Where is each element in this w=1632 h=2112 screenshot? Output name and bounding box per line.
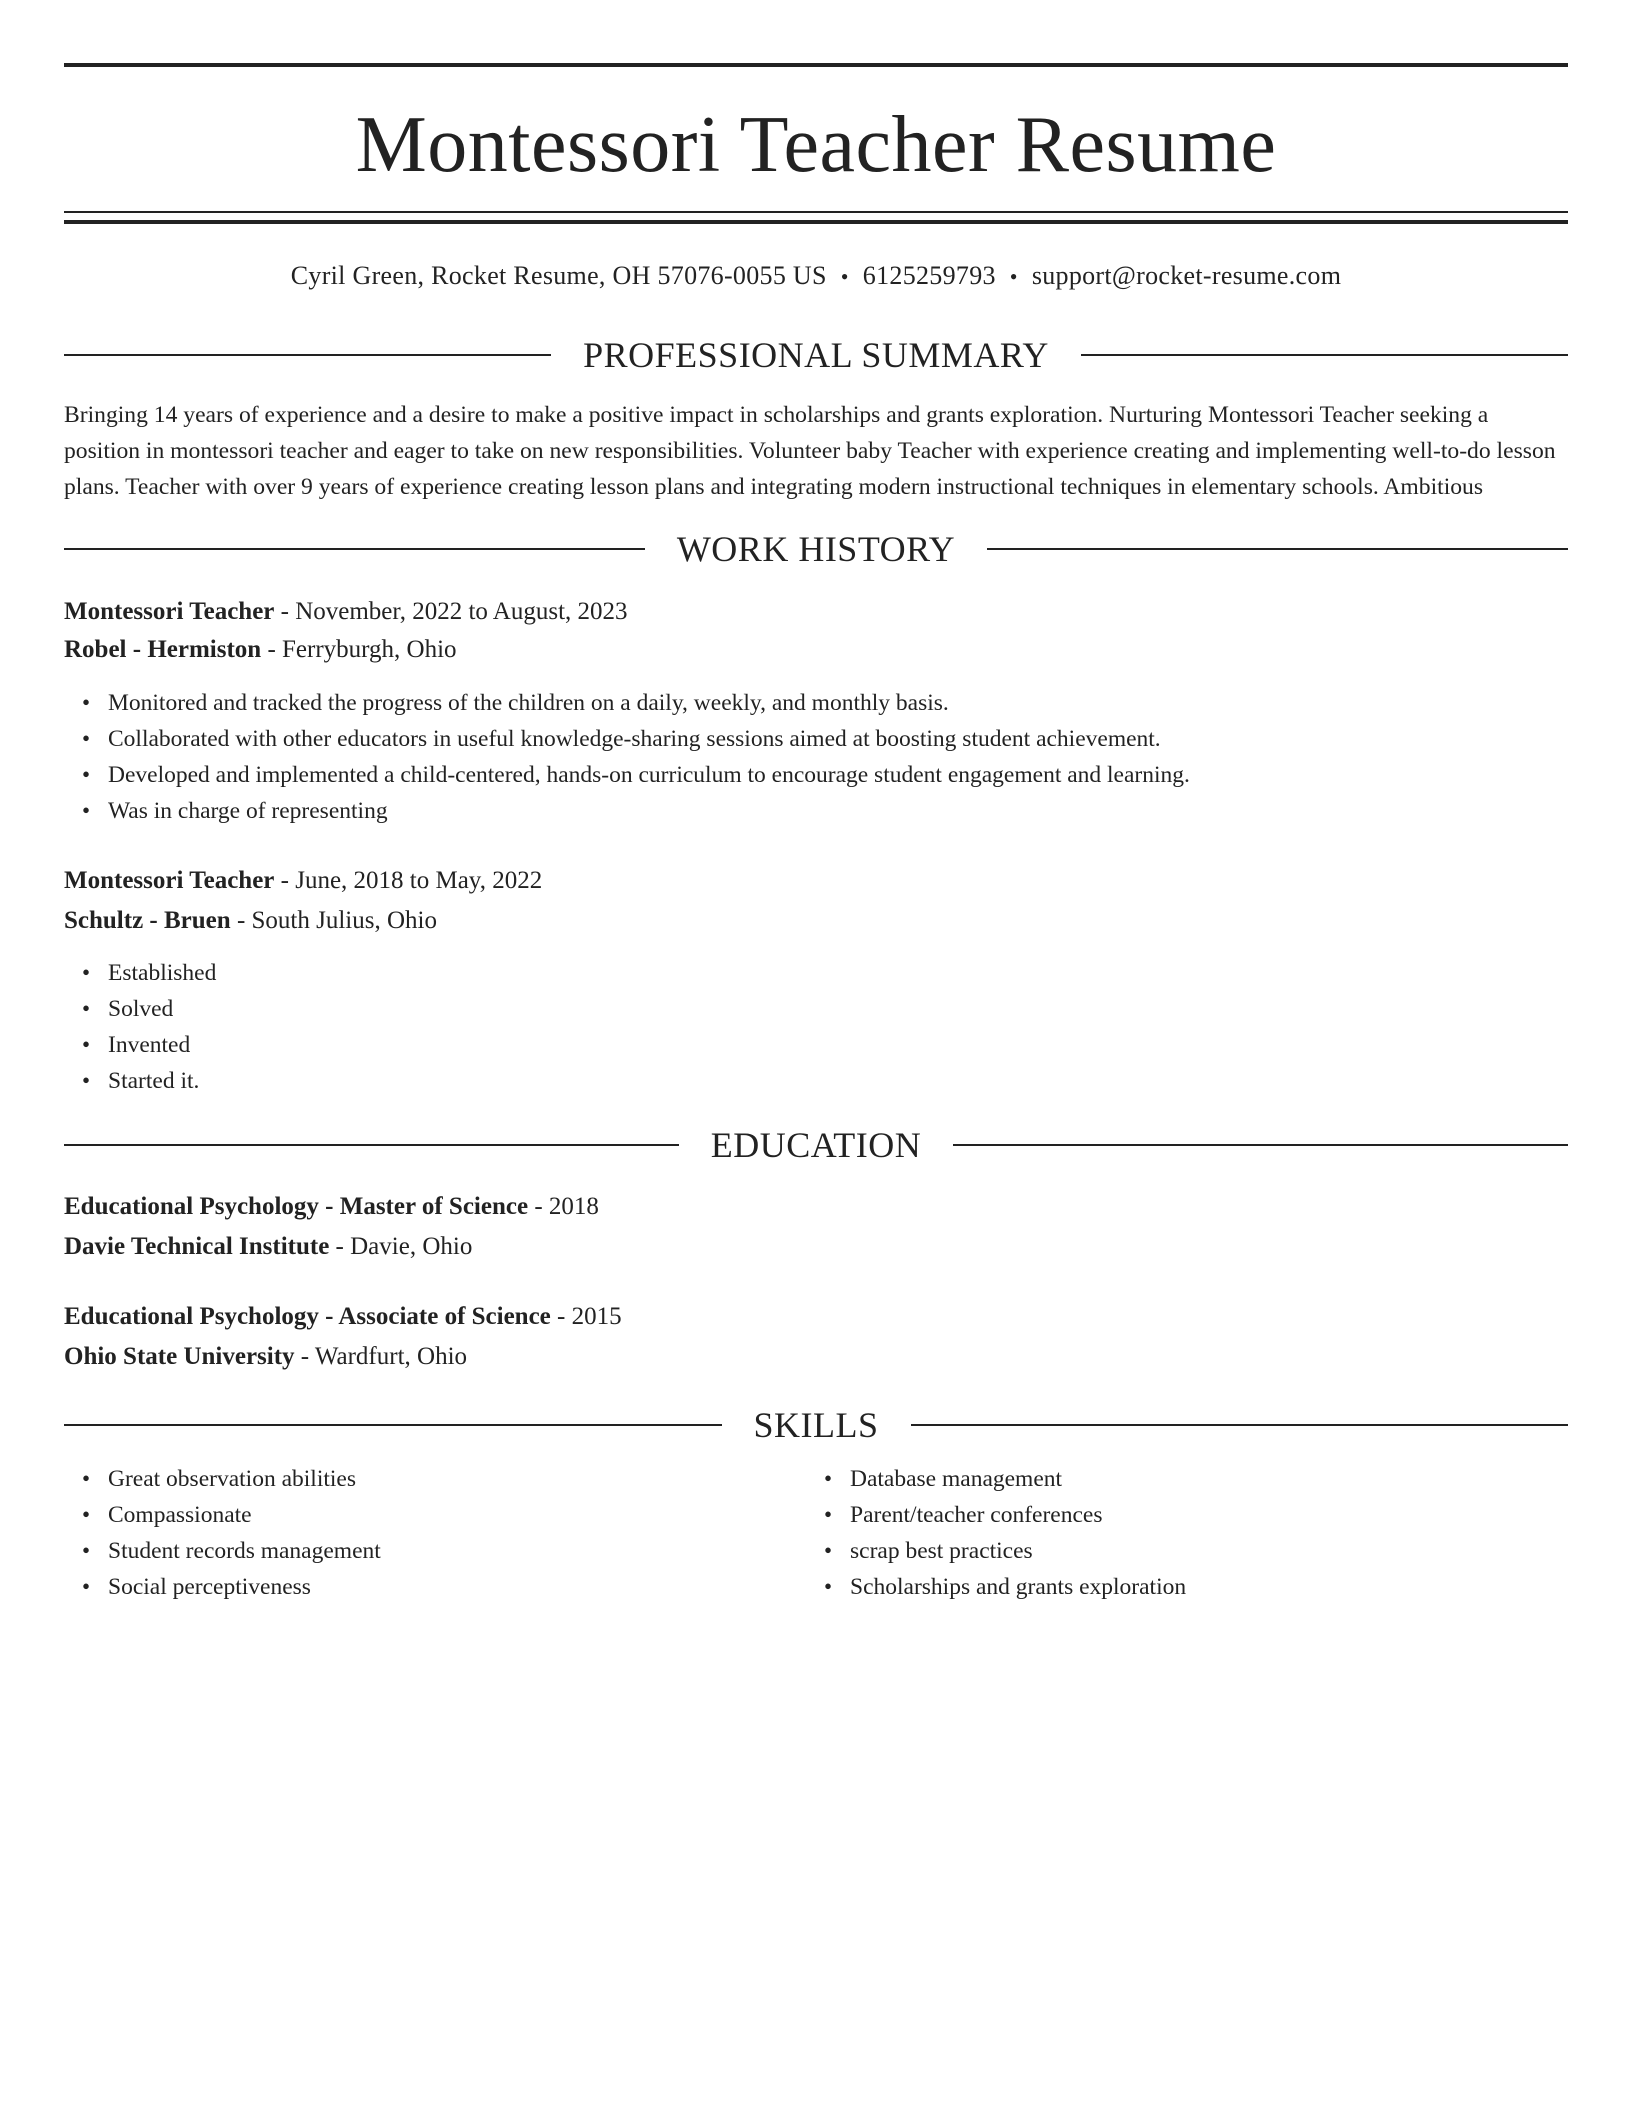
education-school-line (64, 1337, 1568, 1377)
top-rule (64, 63, 1568, 67)
list-item: • Monitored and tracked the progress of the children on a daily, weekly, and monthly basis. (108, 685, 1568, 721)
list-item: • Invented (108, 1027, 1568, 1063)
bullet-icon: • (82, 1538, 91, 1563)
list-item: • Was in charge of representing (108, 793, 1568, 829)
bullet-icon: • (82, 798, 91, 823)
bullet-icon: • (824, 1574, 833, 1599)
skills-heading (64, 1403, 1568, 1447)
resume-page (64, 63, 1568, 1605)
list-item: • scrap best practices (850, 1533, 1548, 1569)
job-title: Montessori Teacher (64, 867, 275, 894)
list-item: • Compassionate (108, 1497, 806, 1533)
skills-heading-label: SKILLS (753, 1405, 879, 1445)
heading-rule-right (953, 1144, 1568, 1146)
bullet-icon: • (82, 1032, 91, 1057)
education-school-line (64, 1227, 1568, 1267)
contact-phone: 6125259793 (862, 261, 996, 290)
job-dates: - June, 2018 to May, 2022 (274, 867, 543, 894)
skills-bullets (64, 1461, 806, 1605)
bullet-icon: • (82, 690, 91, 715)
contact-address: Cyril Green, Rocket Resume, OH 57076-0055 US (290, 261, 827, 290)
skills-bullets (806, 1461, 1548, 1605)
bullet-icon: • (82, 1466, 91, 1491)
contact-separator: • (840, 264, 849, 289)
heading-rule-left (64, 354, 551, 356)
heading-rule-left (64, 1144, 679, 1146)
list-item: • Scholarships and grants exploration (850, 1569, 1548, 1605)
bullet-icon: • (824, 1502, 833, 1527)
title-rule-thick (64, 220, 1568, 224)
job-title-line (64, 861, 1568, 901)
job-company-line (64, 631, 1568, 669)
job-location: - Ferryburgh, Ohio (261, 636, 457, 663)
contact-line (64, 261, 1568, 295)
heading-rule-left (64, 1424, 722, 1426)
skills-list (64, 1461, 1568, 1605)
job-company: Robel - Hermiston (64, 636, 262, 663)
resume-title: Montessori Teacher Resume (355, 101, 1277, 189)
bullet-icon: • (82, 1068, 91, 1093)
list-item: • Database management (850, 1461, 1548, 1497)
bullet-icon: • (82, 762, 91, 787)
summary-heading (64, 333, 1568, 377)
list-item: • Started it. (108, 1063, 1568, 1099)
job-company: Schultz - Bruen (64, 907, 231, 934)
summary-heading-label: PROFESSIONAL SUMMARY (583, 335, 1049, 375)
education-school: Davie Technical Institute (64, 1233, 330, 1260)
education-degree-line (64, 1297, 1568, 1337)
education-heading (64, 1123, 1568, 1167)
job-bullets (64, 685, 1568, 829)
bullet-icon: • (82, 1574, 91, 1599)
work-history-heading (64, 527, 1568, 571)
list-item: • Established (108, 955, 1568, 991)
bullet-icon: • (82, 1502, 91, 1527)
bullet-icon: • (82, 996, 91, 1021)
list-item: • Solved (108, 991, 1568, 1027)
list-item: • Great observation abilities (108, 1461, 806, 1497)
summary-text: Bringing 14 years of experience and a desire to make a positive impact in scholarships and grants exploration. Nurturing Montessori Teacher seeking a position in montessori teacher and eager to take on new responsibilities. Volunteer baby Teacher with experience creating and implementing well-to-do lesson plans. Teacher with over 9 years of experience creating lesson plans and integrating modern instructional techniques in elementary schools. Ambitious (64, 402, 1556, 500)
skills-column-right (806, 1461, 1548, 1605)
list-item: • Collaborated with other educators in useful knowledge-sharing sessions aimed at boosting student achievement. (108, 721, 1568, 757)
education-degree-line (64, 1187, 1568, 1227)
skills-column-left (64, 1461, 806, 1605)
education-entry (64, 1297, 1568, 1377)
job-dates: - November, 2022 to August, 2023 (274, 598, 628, 625)
job-entry (64, 861, 1568, 1099)
education-location: - Davie, Ohio (329, 1233, 473, 1260)
education-degree: Educational Psychology - Associate of Science (64, 1303, 551, 1330)
contact-separator: • (1009, 264, 1018, 289)
job-entry (64, 593, 1568, 829)
education-degree: Educational Psychology - Master of Science (64, 1193, 529, 1220)
bullet-icon: • (82, 960, 91, 985)
heading-rule-right (911, 1424, 1569, 1426)
work-history-heading-label: WORK HISTORY (676, 529, 956, 569)
job-company-line (64, 901, 1568, 941)
list-item: • Parent/teacher conferences (850, 1497, 1548, 1533)
education-entry (64, 1187, 1568, 1267)
education-year: - 2015 (550, 1303, 622, 1330)
list-item: • Student records management (108, 1533, 806, 1569)
heading-rule-left (64, 548, 645, 550)
list-item: • Developed and implemented a child-centered, hands-on curriculum to encourage student engagement and learning. (108, 757, 1568, 793)
bullet-icon: • (82, 726, 91, 751)
education-school: Ohio State University (64, 1343, 295, 1370)
job-location: - South Julius, Ohio (230, 907, 437, 934)
contact-email: support@rocket-resume.com (1031, 261, 1342, 290)
education-location: - Wardfurt, Ohio (294, 1343, 468, 1370)
job-title-line (64, 593, 1568, 631)
heading-rule-right (987, 548, 1568, 550)
bullet-icon: • (824, 1466, 833, 1491)
job-bullets (64, 955, 1568, 1099)
bullet-icon: • (824, 1538, 833, 1563)
title-rule-thin (64, 211, 1568, 213)
education-heading-label: EDUCATION (710, 1125, 922, 1165)
heading-rule-right (1081, 354, 1568, 356)
job-title: Montessori Teacher (64, 598, 275, 625)
list-item: • Social perceptiveness (108, 1569, 806, 1605)
education-year: - 2018 (528, 1193, 599, 1220)
